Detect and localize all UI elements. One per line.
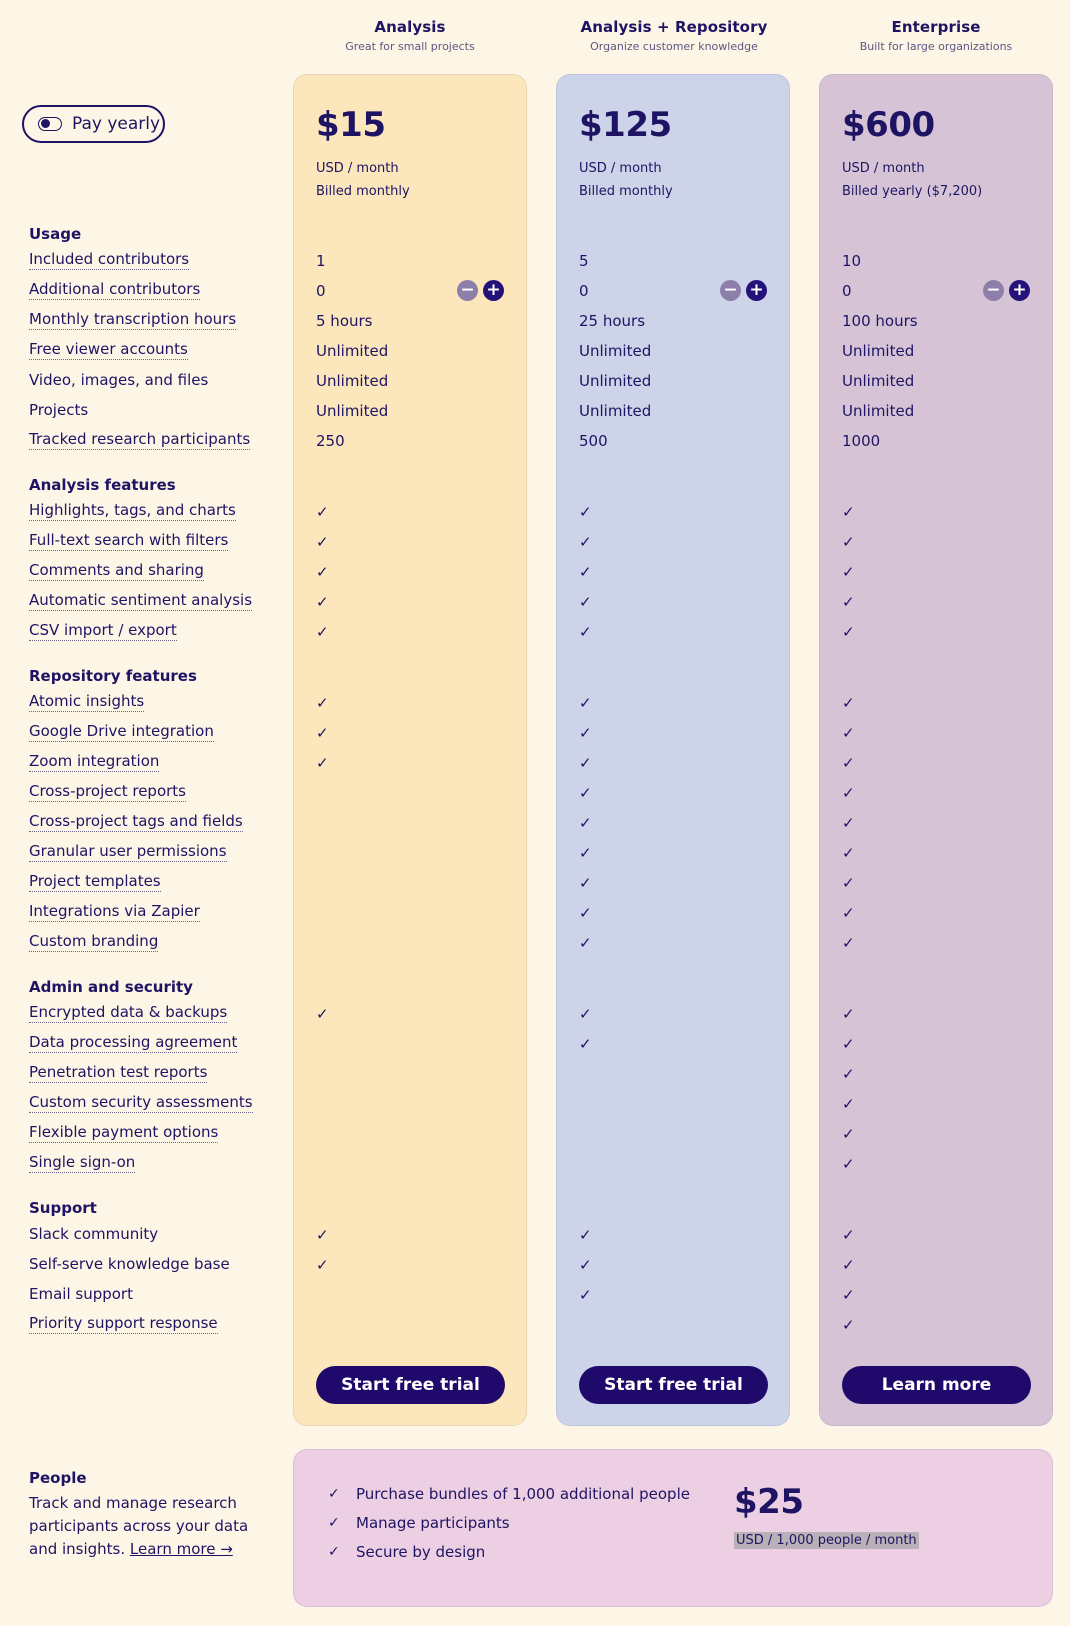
check-icon: ✓ [842,754,855,772]
people-description [29,1492,274,1561]
check-icon: ✓ [316,1226,329,1244]
check-icon: ✓ [579,724,592,742]
feature-label[interactable]: Granular user permissions [29,842,227,860]
check-icon: ✓ [842,844,855,862]
usage-value: 1000 [842,432,881,450]
check-icon: ✓ [842,1256,855,1274]
people-feature-item [328,1513,510,1533]
check-icon: ✓ [842,503,855,521]
minus-icon[interactable]: − [457,280,478,301]
feature-label: Video, images, and files [29,371,209,389]
check-icon: ✓ [316,754,329,772]
usage-value: 100 hours [842,312,918,330]
check-icon: ✓ [842,1155,855,1173]
feature-label[interactable]: Data processing agreement [29,1033,238,1051]
plan-name: Enterprise [891,18,981,36]
check-icon: ✓ [842,1065,855,1083]
feature-label[interactable]: Free viewer accounts [29,340,188,358]
plan-price: $125 [579,105,672,145]
check-icon: ✓ [842,934,855,952]
contributor-stepper[interactable] [983,280,1030,301]
feature-label[interactable]: Zoom integration [29,752,160,770]
check-icon: ✓ [579,844,592,862]
feature-label[interactable]: Comments and sharing [29,561,204,579]
check-icon: ✓ [328,1515,340,1531]
plan-card-2 [819,74,1053,1426]
feature-label[interactable]: Encrypted data & backups [29,1003,228,1021]
check-icon: ✓ [316,1256,329,1274]
feature-label[interactable]: CSV import / export [29,621,177,639]
check-icon: ✓ [842,904,855,922]
plus-icon[interactable]: + [1009,280,1030,301]
check-icon: ✓ [842,814,855,832]
check-icon: ✓ [316,1005,329,1023]
feature-label[interactable]: Automatic sentiment analysis [29,591,253,609]
feature-label[interactable]: Cross-project tags and fields [29,812,243,830]
check-icon: ✓ [842,1125,855,1143]
plan-name: Analysis + Repository [580,18,768,36]
usage-value: Unlimited [842,402,915,420]
check-icon: ✓ [579,754,592,772]
usage-value: Unlimited [842,342,915,360]
check-icon: ✓ [579,623,592,641]
usage-value: 500 [579,432,608,450]
minus-icon[interactable]: − [720,280,741,301]
usage-value: 5 [579,252,589,270]
contributor-stepper[interactable] [720,280,767,301]
people-feature-item [328,1484,690,1504]
plan-header-0 [294,18,526,53]
check-icon: ✓ [842,593,855,611]
section-title: Usage [29,225,82,243]
people-feature-label: Secure by design [356,1543,486,1561]
plan-header-2 [820,18,1052,53]
usage-value: 1 [316,252,326,270]
feature-label[interactable]: Flexible payment options [29,1123,219,1141]
check-icon: ✓ [842,694,855,712]
check-icon: ✓ [579,1256,592,1274]
usage-value: 250 [316,432,345,450]
plan-billing: Billed monthly [579,184,673,199]
feature-label[interactable]: Penetration test reports [29,1063,208,1081]
check-icon: ✓ [579,934,592,952]
check-icon: ✓ [579,533,592,551]
check-icon: ✓ [579,503,592,521]
plan-cta-button[interactable]: Start free trial [579,1366,768,1404]
check-icon: ✓ [316,623,329,641]
learn-more-link[interactable]: Learn more → [129,1540,233,1558]
check-icon: ✓ [328,1544,340,1560]
usage-value: 10 [842,252,862,270]
check-icon: ✓ [579,593,592,611]
plan-price: $15 [316,105,386,145]
check-icon: ✓ [579,904,592,922]
check-icon: ✓ [579,1226,592,1244]
people-feature-label: Manage participants [356,1514,510,1532]
people-title: People [29,1469,87,1487]
check-icon: ✓ [579,1005,592,1023]
check-icon: ✓ [842,563,855,581]
feature-label: Email support [29,1285,133,1303]
check-icon: ✓ [842,623,855,641]
feature-label: Self-serve knowledge base [29,1255,230,1273]
feature-label[interactable]: Additional contributors [29,280,201,298]
check-icon: ✓ [579,874,592,892]
usage-value: 5 hours [316,312,373,330]
usage-value: 0 [579,282,589,300]
check-icon: ✓ [842,1286,855,1304]
check-icon: ✓ [579,563,592,581]
check-icon: ✓ [842,1005,855,1023]
check-icon: ✓ [579,1286,592,1304]
people-price: $25 [734,1482,804,1522]
people-feature-label: Purchase bundles of 1,000 additional people [356,1485,690,1503]
section-title: Support [29,1199,97,1217]
feature-label[interactable]: Project templates [29,872,161,890]
feature-label[interactable]: Custom security assessments [29,1093,253,1111]
plan-cta-button[interactable]: Learn more [842,1366,1031,1404]
feature-label[interactable]: Tracked research participants [29,430,251,448]
plan-card-0 [293,74,527,1426]
feature-label[interactable]: Priority support response [29,1314,218,1332]
pay-yearly-toggle[interactable] [22,105,165,143]
plan-name: Analysis [374,18,446,36]
check-icon: ✓ [842,874,855,892]
usage-value: 25 hours [579,312,646,330]
section-title: Admin and security [29,978,193,996]
check-icon: ✓ [842,1226,855,1244]
minus-icon[interactable]: − [983,280,1004,301]
plus-icon[interactable]: + [746,280,767,301]
plan-subtitle: Built for large organizations [859,40,1013,53]
feature-label[interactable]: Full-text search with filters [29,531,229,549]
check-icon: ✓ [579,1035,592,1053]
people-price-unit: USD / 1,000 people / month [736,1533,917,1548]
usage-value: Unlimited [316,372,389,390]
feature-label[interactable]: Atomic insights [29,692,145,710]
section-title: Repository features [29,667,197,685]
usage-value: Unlimited [579,342,652,360]
usage-value: Unlimited [579,372,652,390]
check-icon: ✓ [328,1486,340,1502]
plan-billing: Billed monthly [316,184,410,199]
contributor-stepper[interactable] [457,280,504,301]
section-title: Analysis features [29,476,176,494]
toggle-label: Pay yearly [72,114,161,134]
plan-price-unit: USD / month [842,161,925,176]
feature-label[interactable]: Single sign-on [29,1153,136,1171]
feature-label[interactable]: Included contributors [29,250,190,268]
people-addon-card [293,1449,1053,1607]
usage-value: 0 [316,282,326,300]
plan-header-1 [558,18,790,53]
usage-value: 0 [842,282,852,300]
feature-label[interactable]: Custom branding [29,932,159,950]
people-description-text: Track and manage research participants across your data and insights. [29,1494,249,1558]
check-icon: ✓ [842,784,855,802]
check-icon: ✓ [842,724,855,742]
check-icon: ✓ [842,1095,855,1113]
feature-label[interactable]: Google Drive integration [29,722,214,740]
check-icon: ✓ [579,814,592,832]
plan-cta-button[interactable]: Start free trial [316,1366,505,1404]
check-icon: ✓ [316,593,329,611]
plan-price: $600 [842,105,935,145]
check-icon: ✓ [316,503,329,521]
plan-card-1 [556,74,790,1426]
toggle-knob [41,119,50,128]
plan-subtitle: Organize customer knowledge [590,40,758,53]
usage-value: Unlimited [316,342,389,360]
feature-label[interactable]: Monthly transcription hours [29,310,237,328]
check-icon: ✓ [842,1035,855,1053]
usage-value: Unlimited [579,402,652,420]
people-feature-item [328,1542,485,1562]
toggle-switch-icon[interactable] [38,117,62,131]
check-icon: ✓ [316,533,329,551]
feature-label[interactable]: Highlights, tags, and charts [29,501,236,519]
feature-label[interactable]: Cross-project reports [29,782,186,800]
plan-subtitle: Great for small projects [345,40,475,53]
check-icon: ✓ [842,533,855,551]
check-icon: ✓ [316,694,329,712]
check-icon: ✓ [579,784,592,802]
feature-label: Slack community [29,1225,159,1243]
usage-value: Unlimited [842,372,915,390]
plus-icon[interactable]: + [483,280,504,301]
plan-price-unit: USD / month [579,161,662,176]
check-icon: ✓ [316,563,329,581]
check-icon: ✓ [316,724,329,742]
check-icon: ✓ [579,694,592,712]
feature-label: Projects [29,401,89,419]
feature-label[interactable]: Integrations via Zapier [29,902,200,920]
plan-price-unit: USD / month [316,161,399,176]
usage-value: Unlimited [316,402,389,420]
check-icon: ✓ [842,1316,855,1334]
plan-billing: Billed yearly ($7,200) [842,184,983,199]
